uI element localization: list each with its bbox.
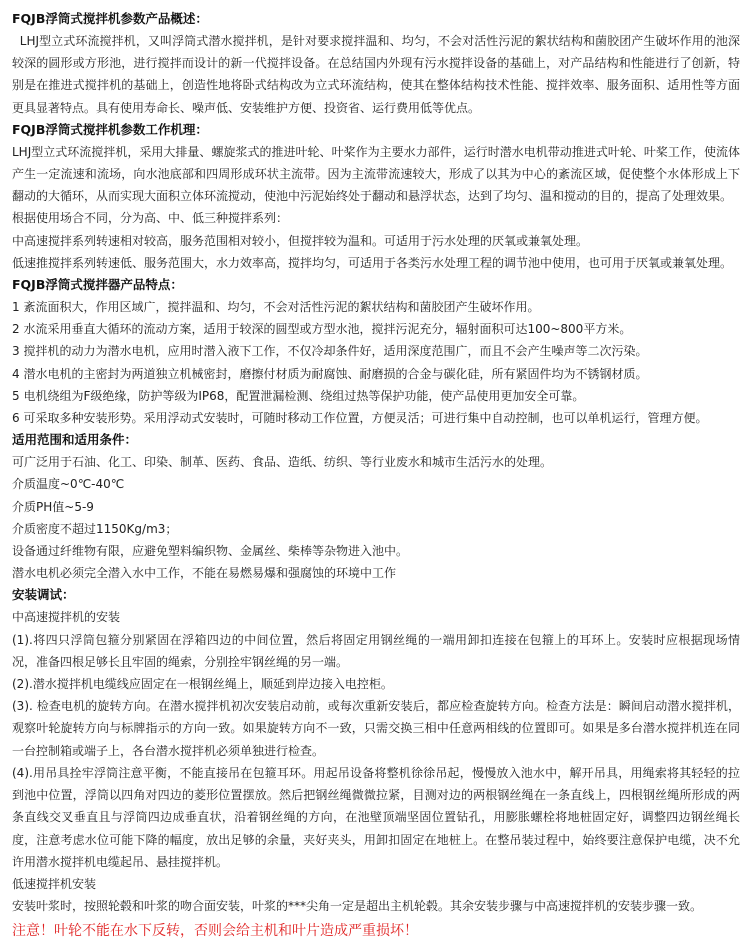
install-subtitle-low: 低速搅拌机安装 [12, 876, 97, 891]
feature-item-1: 1 紊流面积大，作用区域广，搅拌温和、均匀，不会对活性污泥的絮状结构和菌胶团产生破坏作用。 [12, 300, 540, 315]
install-subtitle-mid-high: 中高速搅拌机的安装 [12, 610, 121, 625]
scope-line-1: 可广泛用于石油、化工、印染、制革、医药、食品、造纸、纺织、等行业废水和城市生活污水的处理。 [12, 455, 553, 470]
section-title-installation: 安装调试： [12, 587, 75, 603]
feature-item-3: 3 搅拌机的动力为潜水电机，应用时潜入液下工作，不仅冷却条件好，适用深度范围广，而且不会产生噪声等二次污染。 [12, 344, 648, 359]
series-intro-line: 根据使用场合不同，分为高、中、低三种搅拌系列： [12, 211, 289, 226]
install-step-low: 安装叶浆时，按照轮毂和叶浆的吻合面安装，叶浆的***尖角一定是超出主机轮毂。其余安装步骤与中高速搅拌机的安装步骤一致。 [12, 899, 703, 914]
section-title-overview: FQJB浮筒式搅拌机参数产品概述： [12, 11, 208, 26]
overview-paragraph: LHJ型立式环流搅拌机，又叫浮筒式潜水搅拌机，是针对要求搅拌温和、均匀，不会对活性污泥的絮状结构和菌胶团产生破坏作用的池深较深的圆形或方形池，进行搅拌而设计的新一代搅拌设备。在总结国内外现有污水搅拌设备的基础上，对产品结构和性能进行了创新，特别是在推进式搅拌机的基础上，创造性地将卧式结构改为立式环流结构，使其在整体结构技术性能、搅拌效率、服务面积、适用性等方面更具显著特点。具有使用寿命长、噪声低、安装维护方便、投资省、运行费用低等优点。 [12, 34, 740, 115]
section-title-scope: 适用范围和适用条件： [12, 432, 138, 448]
scope-line-2: 介质温度~0℃-40℃ [12, 477, 125, 492]
install-step-2: (2).潜水搅拌机电缆线应固定在一根钢丝绳上，顺延到岸边接入电控柜。 [12, 677, 393, 692]
feature-item-6: 6 可采取多种安装形势。采用浮动式安装时，可随时移动工作位置，方便灵活；可进行集中自动控制，也可以单机运行，管理方便。 [12, 411, 708, 426]
scope-line-3: 介质PH值~5-9 [12, 499, 94, 514]
warning-text: 注意！叶轮不能在水下反转，否则会给主机和叶片造成严重损坏！ [12, 923, 418, 940]
mid-high-speed-line: 中高速搅拌系列转速相对较高，服务范围相对较小，但搅拌较为温和。可适用于污水处理的厌氧或兼氧处理。 [12, 233, 589, 248]
install-step-4: (4).用吊具拴牢浮筒注意平衡，不能直接吊在包箍耳环。用起吊设备将整机徐徐吊起，慢慢放入池水中，解开吊具，用绳索将其轻轻的拉到池中位置，浮筒以四角对四边的菱形位置摆放。然后把钢丝绳微微拉紧，目测对边的两根钢丝绳在一条直线上，四根钢丝绳所形成的两条直线交叉垂直且与浮筒四边成垂直状，沿着钢丝绳的方向，在池壁顶端坚固位置钻孔，用膨胀螺栓将地桩固定好，调整四边钢丝绳长度，注意考虑水位可能下降的幅度，放出足够的余量，夹好夹头，用卸扣固定在地桩上。在整吊装过程中，始终要注意保护电缆，决不允许用潜水搅拌机电缆起吊、悬挂搅拌机。 [12, 765, 740, 869]
section-title-features: FQJB浮筒式搅拌器产品特点： [12, 277, 183, 293]
feature-item-4: 4 潜水电机的主密封为两道独立机械密封，磨擦付材质为耐腐蚀、耐磨损的合金与碳化硅，所有紧固件均为不锈钢材质。 [12, 366, 648, 381]
install-step-3: (3). 检查电机的旋转方向。在潜水搅拌机初次安装启动前，或每次重新安装后，都应检查旋转方向。检查方法是：瞬间启动潜水搅拌机，观察叶轮旋转方向与标牌指示的方向一致。如果旋转方向不一致，只需交换三相中任意两相线的位置即可。如果是多台潜水搅拌机连在同一台控制箱或端子上，各台潜水搅拌机必须单独进行检查。 [12, 699, 740, 758]
install-step-1: (1).将四只浮筒包箍分别紧固在浮箱四边的中间位置，然后将固定用钢丝绳的一端用卸扣连接在包箍上的耳环上。安装时应根据现场情况，准备四根足够长且牢固的绳索，分别拴牢钢丝绳的另一端。 [12, 632, 740, 669]
feature-item-2: 2 水流采用垂直大循环的流动方案，适用于较深的圆型或方型水池，搅拌污泥充分，辐射面积可达100~800平方米。 [12, 322, 632, 337]
scope-line-5: 设备通过纤维物有限，应避免塑料编织物、金属丝、柴棒等杂物进入池中。 [12, 544, 409, 559]
mechanism-paragraph: LHJ型立式环流搅拌机，采用大排量、螺旋浆式的推进叶轮、叶桨作为主要水力部件，运行时潜水电机带动推进式叶轮、叶桨工作，使流体产生一定流速和流场，向水池底部和四周形成环状主流带。因为主流带流速较大，形成了以其为中心的紊流区域，促使整个水体形成上下翻动的大循环，从而实现大面积立体环流搅动，使池中污泥始终处于翻动和悬浮状态，达到了均匀、温和搅动的目的，提高了处理效果。 [12, 144, 740, 204]
low-speed-line: 低速推搅拌系列转速低、服务范围大，水力效率高，搅拌均匀，可适用于各类污水处理工程的调节池中使用，也可用于厌氧或兼氧处理。 [12, 255, 733, 270]
feature-item-5: 5 电机绕组为F级绝缘，防护等级为IP68，配置泄漏检测、绕组过热等保护功能，使产品使用更加安全可靠。 [12, 388, 585, 403]
scope-line-4: 介质密度不超过1150Kg/m3； [12, 521, 178, 536]
scope-line-6: 潜水电机必须完全潜入水中工作，不能在易燃易爆和强腐蚀的环境中工作 [12, 566, 397, 581]
section-title-mechanism: FQJB浮筒式搅拌机参数工作机理： [12, 121, 208, 137]
